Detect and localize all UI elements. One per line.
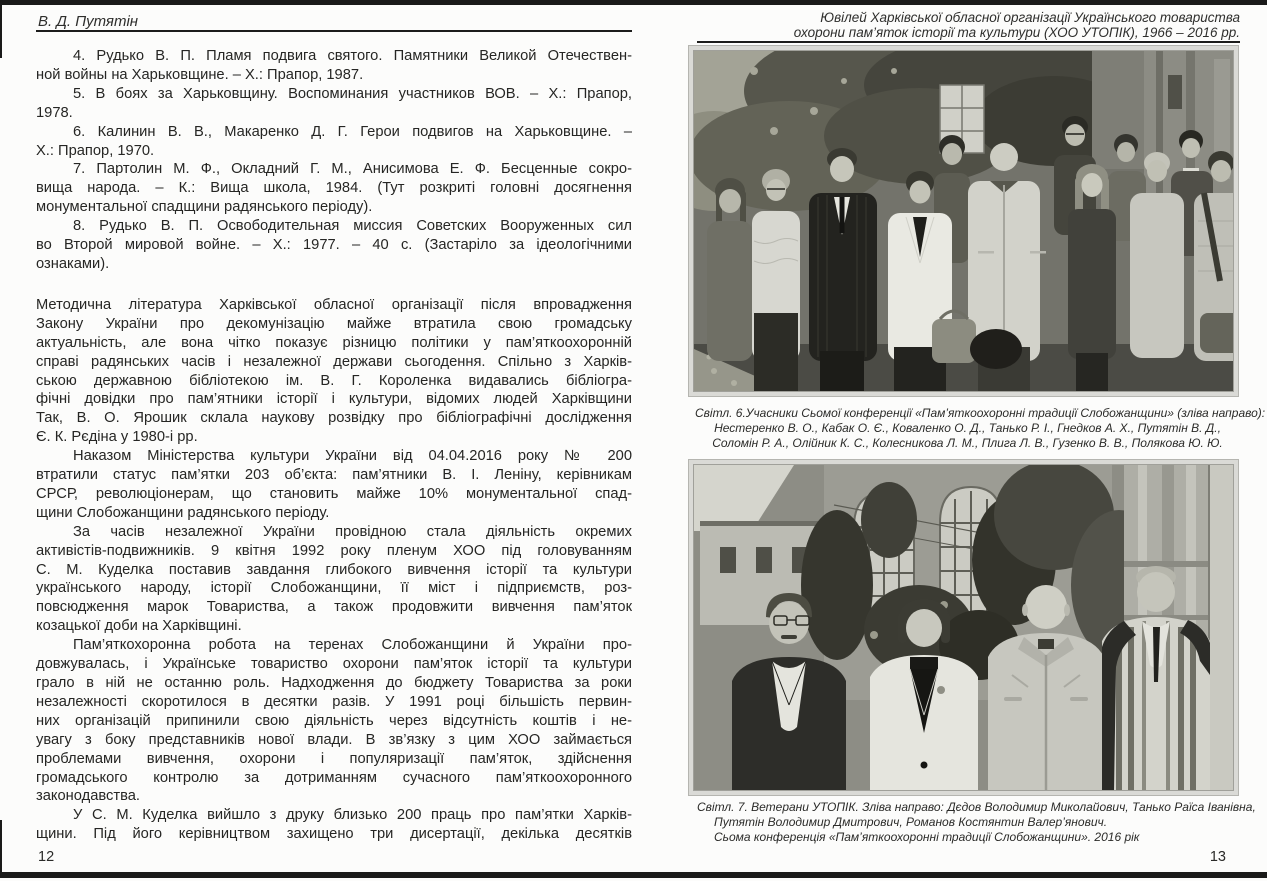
left-page	[36, 0, 632, 881]
running-header-right-line2: охорони пам’яток історії та культури (ХОО УТОПІК), 1966 – 2016 рр.	[793, 24, 1240, 40]
running-header-left: В. Д. Путятін	[38, 13, 139, 30]
caption-line: Сьома конференція «Пам’яткоохоронні традиції Слобожанщини». 2016 рік	[714, 830, 1140, 844]
left-page-body	[36, 47, 632, 844]
text-line: СРСР, революціонерам, що становить майже 10% монументальної спад-	[36, 485, 632, 502]
page-number-right: 13	[1209, 849, 1226, 865]
text-line: У С. М. Куделка вийшло з друку близько 200 праць про пам’ятки Харків-	[73, 807, 632, 824]
text-line: Наказом Міністерства культури України від 04.04.2016 року № 200	[73, 448, 632, 465]
text-line: увагу з боку представників нової влади. В зв’язку з цим ХОО займається	[36, 731, 632, 748]
text-line: щини. Під його керівництвом захищено три дисертації, декілька десятків	[36, 826, 632, 843]
caption-line: Нестеренко В. О., Кабак О. Є., Коваленко О. Д., Танько Р. І., Гнедков А. Х., Путятін В. Д.,	[714, 421, 1221, 435]
text-line: козацької доби на Харківщині.	[36, 618, 242, 635]
photo1-caption	[695, 406, 1266, 451]
text-line: щини Слобожанщини радянського періоду.	[36, 504, 330, 521]
text-line: справі радянських часів і незалежної держави сьогодення. Спільно з Харків-	[36, 353, 632, 370]
photo-conference-group	[688, 45, 1239, 397]
text-line: 1978.	[36, 104, 73, 121]
running-header-right	[645, 11, 1240, 40]
photo-veterans-image	[694, 465, 1233, 790]
text-line: Методична література Харківської обласної організації після впровадження	[36, 296, 632, 313]
photo-conference-image	[694, 51, 1233, 391]
text-line: фічні довідки про пам’ятники історії і культури, відомих людей Харківщини	[36, 391, 632, 408]
text-line: За часів незалежної України провідною стала діяльність окремих	[73, 523, 632, 540]
text-line: во Второй мировой войне. – Х.: 1977. – 40 с. (Застаріло за ідеологічними	[36, 237, 632, 254]
text-line: вища народа. – К.: Вища школа, 1984. (Тут розкриті головні досягнення	[36, 180, 632, 197]
text-line: монументальної спадщини радянського періоду).	[36, 199, 373, 216]
text-line: ной войны на Харьковщине. – Х.: Прапор, 1987.	[36, 66, 364, 83]
text-line: Пам’яткохоронна робота на теренах Слобожанщини й України про-	[73, 637, 632, 654]
text-line: активістів-подвижників. 9 квітня 1992 року пленум ХОО під головуванням	[36, 542, 632, 559]
caption-line: Світл. 7. Ветерани УТОПІК. Зліва направо: Дєдов Володимир Миколайович, Танько Раїса Іванівна,	[697, 800, 1256, 814]
text-line: актуальність, але вона чітко показує різницю політики у пам’яткоохоронній	[36, 334, 632, 351]
text-line: Х.: Прапор, 1970.	[36, 142, 155, 159]
text-line: 8. Рудько В. П. Освободительная миссия Советских Вооруженных сил	[73, 218, 632, 235]
text-line: Є. К. Рєдіна у 1980-і рр.	[36, 429, 198, 446]
text-line: ською державною бібліотекою ім. В. Г. Короленка видавались бібліогра-	[36, 372, 632, 389]
text-line: С. М. Куделка поставив завдання глибокого вивчення історії та культури	[36, 561, 632, 578]
running-header-right-line1: Ювілей Харківської обласної організації Українського товариства	[820, 10, 1240, 25]
text-line: українського народу, історії Слобожанщини, її міст і підприємств, роз-	[36, 580, 632, 597]
text-line: законодавства.	[36, 788, 140, 805]
text-line: Так, В. О. Ярошик склала наукову розвідку про бібліографічні дослідження	[36, 410, 632, 427]
scan-edge-left-top	[0, 0, 2, 58]
photo-veterans	[688, 459, 1239, 796]
caption-line: Соломін Р. А., Олійник К. С., Колесникова Л. М., Плига Л. В., Гузенко В. В., Полякова Ю. Ю.	[712, 436, 1223, 450]
text-line: 7. Партолин М. Ф., Окладний Г. М., Анисимова Е. Ф. Бесценные сокро-	[73, 161, 632, 178]
caption-line: Путятін Володимир Дмитрович, Романов Костянтин Валер’янович.	[714, 815, 1108, 829]
text-line: проблемами вивчення, охорони і популяризації пам’яток, здійснення	[36, 750, 632, 767]
header-rule-left	[36, 30, 632, 32]
text-line: довжувалась, і Українське товариство охорони пам’яток історії та культури	[36, 656, 632, 673]
page-number-left: 12	[38, 849, 55, 865]
text-line: 4. Рудько В. П. Пламя подвига святого. Памятники Великой Отечествен-	[73, 48, 632, 64]
photo2-caption	[697, 800, 1256, 845]
header-rule-right	[697, 41, 1240, 43]
text-line: громадського контролю за дотриманням сучасного пам’яткоохоронного	[36, 769, 632, 786]
caption-line: Світл. 6.Учасники Сьомої конференції «Пам’яткоохоронні традиції Слобожанщини» (зліва направо):	[695, 406, 1266, 420]
text-line: втратили статус пам’ятки 203 об’єкта: пам’ятники В. І. Леніну, керівникам	[36, 467, 632, 484]
right-page	[645, 0, 1266, 881]
text-line: повсюдження марок Товариства, а також продовжити вивчення пам’яток	[36, 599, 632, 616]
text-line: Закону України про декомунізацію майже втратила свою громадську	[36, 315, 632, 332]
text-line: незалежності скоротилося в десятки разів. У 1991 році більшість первин-	[36, 693, 632, 710]
text-line: грало в ній не останню роль. Надходження до бюджету Товариства за роки	[36, 675, 632, 691]
text-line: 6. Калинин В. В., Макаренко Д. Г. Герои подвигов на Харьковщине. –	[73, 123, 632, 140]
scan-edge-left-bottom	[0, 820, 2, 872]
text-line: 5. В боях за Харьковщину. Воспоминания участников ВОВ. – Х.: Прапор,	[73, 85, 632, 102]
text-line: них організацій припинили свою діяльність через відсутність коштів і не-	[36, 712, 632, 729]
text-line: ознаками).	[36, 255, 110, 272]
